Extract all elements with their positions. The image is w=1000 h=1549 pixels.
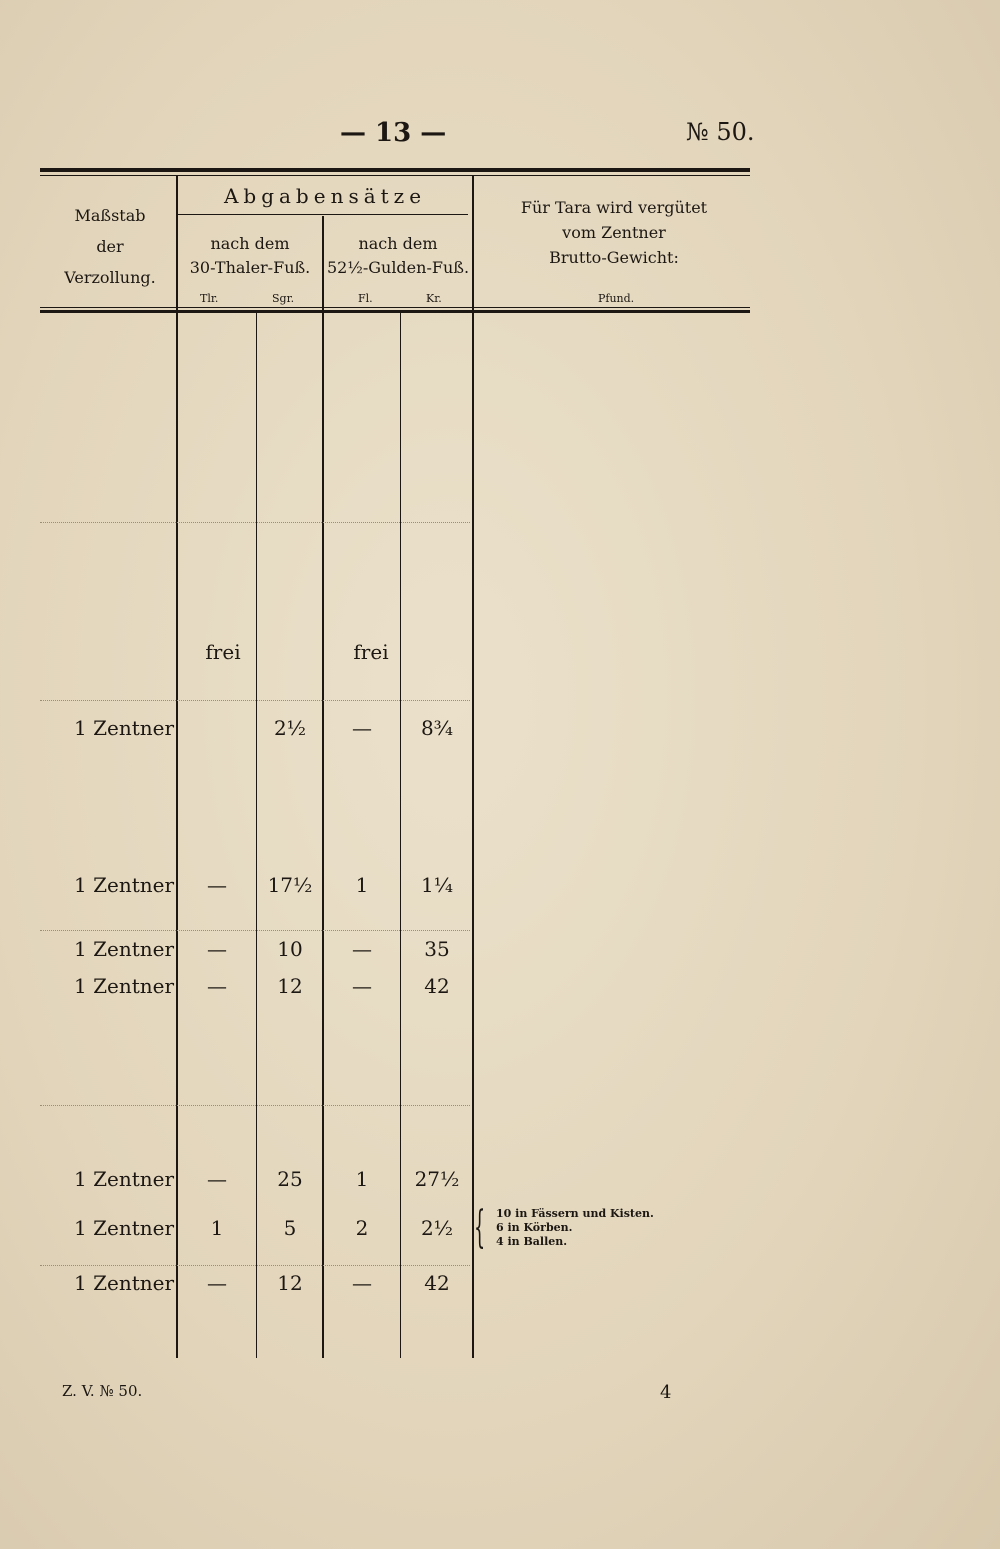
row7-sgr: 12	[277, 1271, 303, 1295]
top-rule	[40, 168, 750, 172]
row-separator	[40, 522, 470, 523]
row3-kr: 35	[424, 937, 450, 961]
row4-tlr: —	[207, 974, 227, 998]
col-divider-fl	[400, 313, 401, 1358]
row-separator	[40, 930, 470, 931]
unit-sgr: Sgr.	[272, 292, 295, 305]
footer-sheet-number: 4	[660, 1382, 672, 1403]
row3-sgr: 10	[277, 937, 303, 961]
unit-tlr: Tlr.	[200, 292, 219, 305]
unit-fl: Fl.	[358, 292, 373, 305]
row6-sgr: 5	[283, 1216, 297, 1240]
row1-unit: 1 Zentner	[74, 716, 175, 740]
row6-tlr: 1	[210, 1216, 224, 1240]
row7-unit: 1 Zentner	[74, 1271, 175, 1295]
gulden-header: nach dem 52½-Gulden-Fuß.	[326, 234, 470, 277]
row5-kr: 27½	[414, 1167, 460, 1191]
tara-brace: {	[474, 1202, 486, 1253]
row7-fl: —	[352, 1271, 372, 1295]
row3-tlr: —	[207, 937, 227, 961]
col-divider-tara	[472, 176, 474, 1358]
row1-fl: —	[352, 716, 372, 740]
row6-kr: 2½	[420, 1216, 454, 1240]
row2-kr: 1¼	[420, 873, 454, 897]
row2-sgr: 17½	[267, 873, 313, 897]
row7-kr: 42	[424, 1271, 450, 1295]
top-rule-thin	[40, 175, 750, 176]
document-number: № 50.	[686, 118, 755, 146]
unit-pfund: Pfund.	[598, 292, 635, 305]
row7-tlr: —	[207, 1271, 227, 1295]
row5-fl: 1	[355, 1167, 369, 1191]
page-number: — 13 —	[340, 118, 447, 148]
row3-unit: 1 Zentner	[74, 937, 175, 961]
col-divider-tlr	[256, 313, 257, 1358]
row6-unit: 1 Zentner	[74, 1216, 175, 1240]
row2-tlr: —	[207, 873, 227, 897]
footer-signature: Z. V. № 50.	[62, 1382, 143, 1400]
row1-kr: 8¾	[420, 716, 454, 740]
row5-tlr: —	[207, 1167, 227, 1191]
row4-kr: 42	[424, 974, 450, 998]
header-rule	[40, 310, 750, 313]
row4-fl: —	[352, 974, 372, 998]
row-separator	[40, 1105, 470, 1106]
row3-fl: —	[352, 937, 372, 961]
unit-kr: Kr.	[426, 292, 442, 305]
header-rule-thin	[40, 307, 750, 308]
row4-unit: 1 Zentner	[74, 974, 175, 998]
row5-sgr: 25	[277, 1167, 303, 1191]
row0-kr: frei	[353, 640, 389, 664]
abgaben-rule	[178, 214, 468, 215]
row6-fl: 2	[355, 1216, 369, 1240]
row2-unit: 1 Zentner	[74, 873, 175, 897]
row2-fl: 1	[355, 873, 369, 897]
tara-header: Für Tara wird vergütet vom Zentner Brutto-Gewicht:	[520, 198, 708, 267]
row5-unit: 1 Zentner	[74, 1167, 175, 1191]
row-separator	[40, 700, 470, 701]
row0-sgr: frei	[205, 640, 241, 664]
row4-sgr: 12	[277, 974, 303, 998]
row1-sgr: 2½	[273, 716, 307, 740]
abgaben-title: Abgabensätze	[223, 184, 427, 208]
massstab-header: Maßstab der Verzollung.	[64, 206, 156, 287]
thaler-header: nach dem 30-Thaler-Fuß.	[189, 234, 311, 277]
row-separator	[40, 1265, 470, 1266]
tara-list: 10 in Fässern und Kisten. 6 in Körben. 4 in Ballen.	[496, 1207, 654, 1248]
